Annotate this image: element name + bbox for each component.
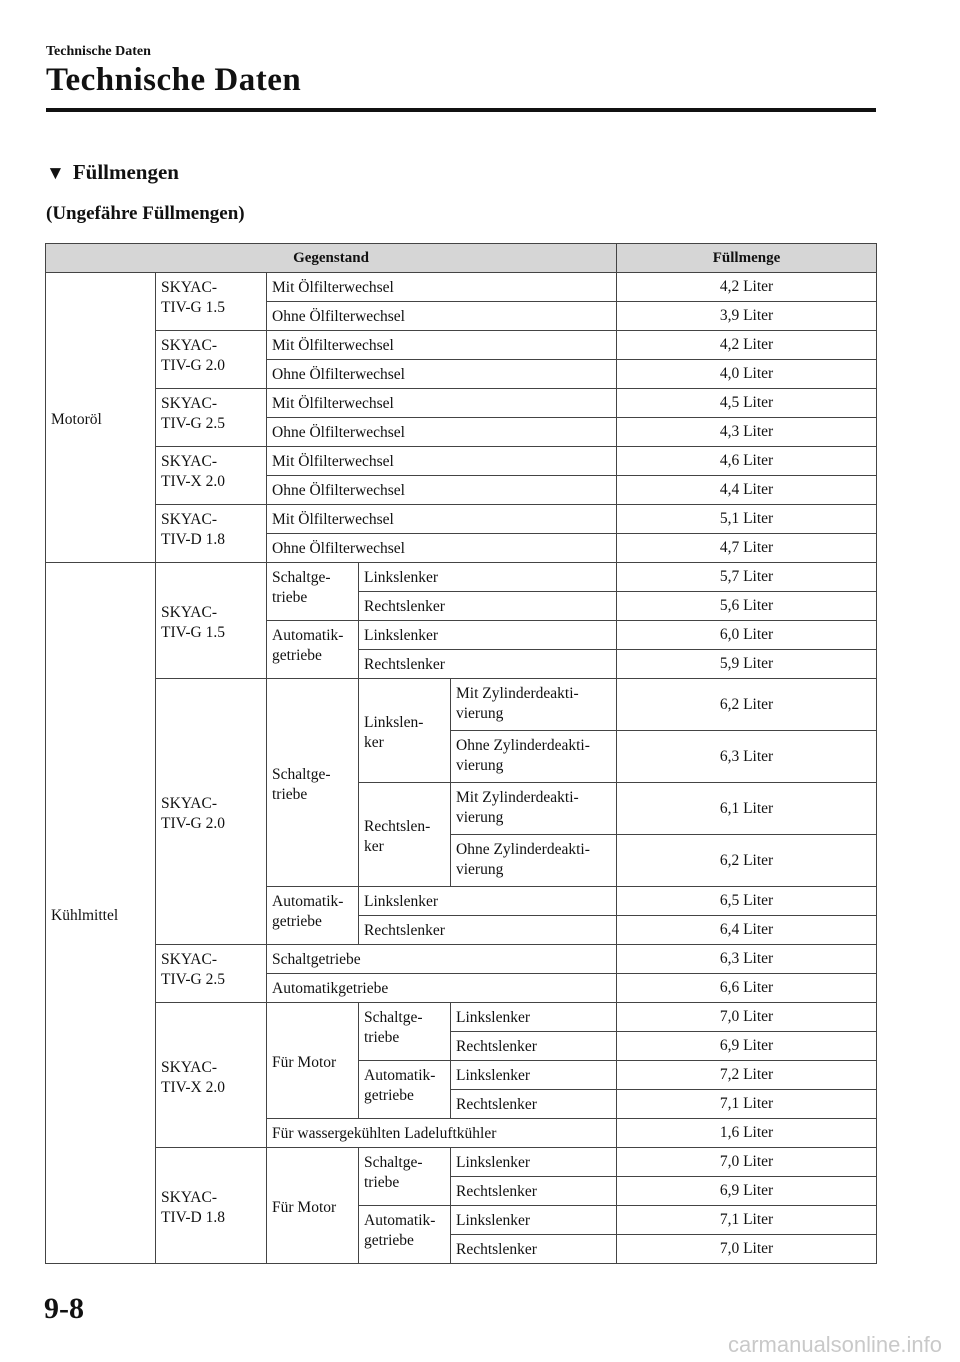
transmission-label: Automatik- getriebe xyxy=(359,1061,451,1119)
cell-value: 4,2 Liter xyxy=(617,331,877,360)
cell-label: Mit Zylinderdeakti- vierung xyxy=(451,679,617,731)
cell-label: Automatikgetriebe xyxy=(267,974,617,1003)
cell-value: 1,6 Liter xyxy=(617,1119,877,1148)
cell-label: Mit Ölfilterwechsel xyxy=(267,273,617,302)
cell-value: 5,7 Liter xyxy=(617,563,877,592)
engine-label: SKYAC- TIV-G 2.0 xyxy=(156,331,267,389)
table-header-row xyxy=(46,244,877,273)
engine-label: SKYAC- TIV-G 2.5 xyxy=(156,389,267,447)
transmission-label: Schaltge- triebe xyxy=(359,1148,451,1206)
running-header: Technische Daten xyxy=(46,44,151,59)
cell-value: 5,1 Liter xyxy=(617,505,877,534)
table-row xyxy=(46,945,877,974)
cell-label: Ohne Ölfilterwechsel xyxy=(267,534,617,563)
cell-label: Linkslenker xyxy=(451,1148,617,1177)
cell-label: Ohne Ölfilterwechsel xyxy=(267,302,617,331)
cell-label: Mit Zylinderdeakti- vierung xyxy=(451,783,617,835)
cell-value: 4,3 Liter xyxy=(617,418,877,447)
cell-label: Ohne Ölfilterwechsel xyxy=(267,360,617,389)
category-kuehlmittel: Kühlmittel xyxy=(46,563,156,1264)
page-title: Technische Daten xyxy=(46,62,302,98)
cell-value: 7,0 Liter xyxy=(617,1003,877,1032)
cell-label: Mit Ölfilterwechsel xyxy=(267,505,617,534)
cell-label: Linkslenker xyxy=(451,1003,617,1032)
engine-label: SKYAC- TIV-G 1.5 xyxy=(156,563,267,679)
cell-label: Linkslenker xyxy=(359,563,617,592)
cell-value: 4,7 Liter xyxy=(617,534,877,563)
cell-value: 6,2 Liter xyxy=(617,679,877,731)
cell-value: 4,6 Liter xyxy=(617,447,877,476)
header-amount: Füllmenge xyxy=(617,244,877,273)
cell-value: 4,0 Liter xyxy=(617,360,877,389)
steering-label: Linkslen- ker xyxy=(359,679,451,783)
cell-value: 7,0 Liter xyxy=(617,1148,877,1177)
cell-value: 6,2 Liter xyxy=(617,835,877,887)
triangle-icon: ▼ xyxy=(46,163,65,184)
section-title-text: Füllmengen xyxy=(72,160,179,184)
table-row xyxy=(46,331,877,360)
capacities-table xyxy=(45,243,877,1264)
engine-label: SKYAC- TIV-G 1.5 xyxy=(156,273,267,331)
cell-value: 6,9 Liter xyxy=(617,1032,877,1061)
cell-value: 6,4 Liter xyxy=(617,916,877,945)
transmission-label: Schaltge- triebe xyxy=(359,1003,451,1061)
table-row xyxy=(46,389,877,418)
category-motoroel: Motoröl xyxy=(46,273,156,563)
page-number: 9-8 xyxy=(44,1292,84,1325)
cell-value: 6,1 Liter xyxy=(617,783,877,835)
cell-value: 7,2 Liter xyxy=(617,1061,877,1090)
engine-label: SKYAC- TIV-D 1.8 xyxy=(156,505,267,563)
engine-label: SKYAC- TIV-G 2.5 xyxy=(156,945,267,1003)
cell-label: Für wassergekühlten Ladeluftkühler xyxy=(267,1119,617,1148)
cell-label: Schaltgetriebe xyxy=(267,945,617,974)
motor-label: Für Motor xyxy=(267,1003,359,1119)
cell-label: Rechtslenker xyxy=(451,1235,617,1264)
table-row xyxy=(46,563,877,592)
cell-label: Linkslenker xyxy=(359,621,617,650)
cell-label: Rechtslenker xyxy=(359,916,617,945)
cell-value: 4,4 Liter xyxy=(617,476,877,505)
cell-value: 6,5 Liter xyxy=(617,887,877,916)
cell-label: Rechtslenker xyxy=(451,1177,617,1206)
table-row xyxy=(46,273,877,302)
cell-label: Ohne Zylinderdeakti- vierung xyxy=(451,731,617,783)
cell-value: 6,0 Liter xyxy=(617,621,877,650)
cell-value: 6,9 Liter xyxy=(617,1177,877,1206)
transmission-label: Schaltge- triebe xyxy=(267,679,359,887)
table-row xyxy=(46,505,877,534)
cell-label: Mit Ölfilterwechsel xyxy=(267,447,617,476)
engine-label: SKYAC- TIV-G 2.0 xyxy=(156,679,267,945)
cell-label: Rechtslenker xyxy=(359,592,617,621)
cell-value: 4,2 Liter xyxy=(617,273,877,302)
engine-label: SKYAC- TIV-X 2.0 xyxy=(156,1003,267,1148)
transmission-label: Automatik- getriebe xyxy=(267,621,359,679)
cell-value: 6,6 Liter xyxy=(617,974,877,1003)
cell-value: 5,6 Liter xyxy=(617,592,877,621)
cell-label: Linkslenker xyxy=(451,1061,617,1090)
section-title xyxy=(46,160,179,185)
motor-label: Für Motor xyxy=(267,1148,359,1264)
cell-value: 3,9 Liter xyxy=(617,302,877,331)
transmission-label: Schaltge- triebe xyxy=(267,563,359,621)
table-row xyxy=(46,1148,877,1177)
cell-label: Mit Ölfilterwechsel xyxy=(267,389,617,418)
cell-label: Ohne Zylinderdeakti- vierung xyxy=(451,835,617,887)
cell-value: 6,3 Liter xyxy=(617,945,877,974)
table-subtitle: (Ungefähre Füllmengen) xyxy=(46,203,245,224)
cell-label: Linkslenker xyxy=(451,1206,617,1235)
table-row xyxy=(46,679,877,731)
cell-label: Ohne Ölfilterwechsel xyxy=(267,418,617,447)
header-rule xyxy=(46,108,876,112)
cell-label: Linkslenker xyxy=(359,887,617,916)
cell-label: Mit Ölfilterwechsel xyxy=(267,331,617,360)
engine-label: SKYAC- TIV-D 1.8 xyxy=(156,1148,267,1264)
cell-value: 7,1 Liter xyxy=(617,1206,877,1235)
cell-value: 7,1 Liter xyxy=(617,1090,877,1119)
cell-value: 5,9 Liter xyxy=(617,650,877,679)
table-row xyxy=(46,1003,877,1032)
cell-value: 7,0 Liter xyxy=(617,1235,877,1264)
header-item: Gegenstand xyxy=(46,244,617,273)
watermark: carmanualsonline.info xyxy=(727,1332,942,1357)
steering-label: Rechtslen- ker xyxy=(359,783,451,887)
cell-label: Rechtslenker xyxy=(451,1032,617,1061)
cell-value: 4,5 Liter xyxy=(617,389,877,418)
engine-label: SKYAC- TIV-X 2.0 xyxy=(156,447,267,505)
cell-label: Rechtslenker xyxy=(359,650,617,679)
cell-label: Rechtslenker xyxy=(451,1090,617,1119)
cell-value: 6,3 Liter xyxy=(617,731,877,783)
cell-label: Ohne Ölfilterwechsel xyxy=(267,476,617,505)
table-row xyxy=(46,447,877,476)
transmission-label: Automatik- getriebe xyxy=(359,1206,451,1264)
transmission-label: Automatik- getriebe xyxy=(267,887,359,945)
